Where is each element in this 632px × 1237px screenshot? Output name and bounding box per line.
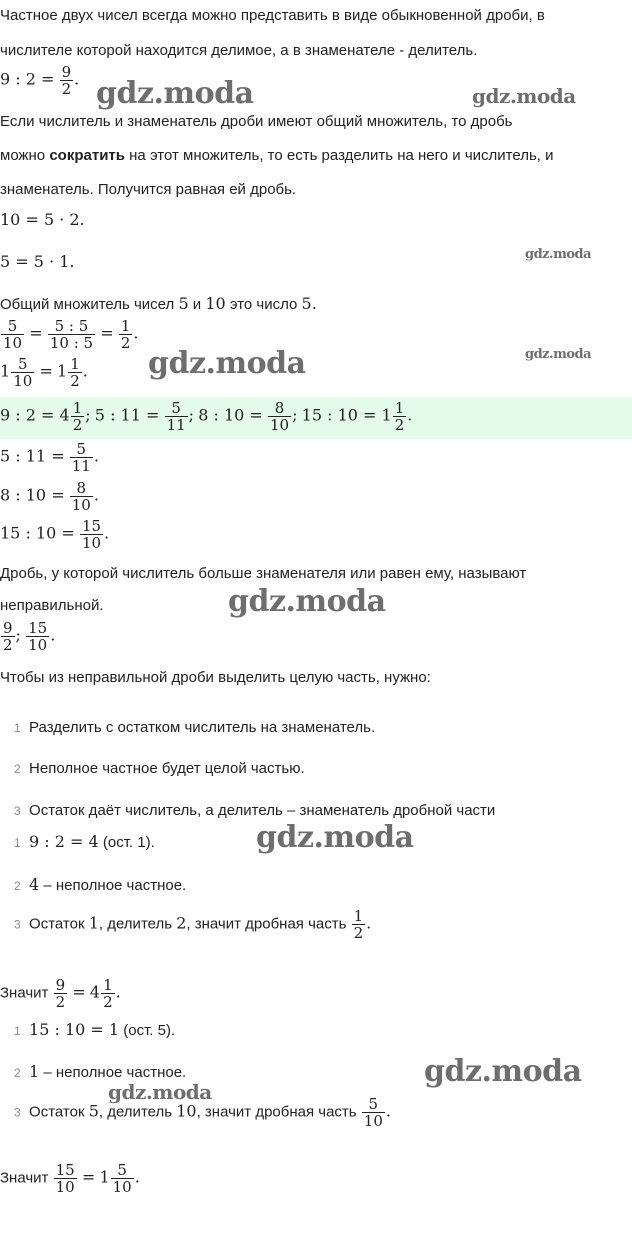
watermark: gdz.moda: [148, 346, 306, 381]
paragraph-2-line-2: можно сократить на этот множитель, то есть разделить на него и числитель, и: [0, 147, 554, 164]
bold-term: сократить: [49, 147, 125, 164]
mixed-reduction-equation: 1 $\frac{5}{10}$ = 1 $\frac{1}{2}$ .: [0, 355, 88, 390]
equation-5: 5 = 5 · 1.: [0, 252, 75, 271]
list-item: 1 9 : 2 = 4 (ост. 1).: [14, 832, 155, 851]
list-item: 2 Неполное частное будет целой частью.: [14, 760, 305, 777]
watermark: gdz.moda: [256, 820, 414, 855]
equation-15-div-10: 15 : 10 = $\frac{15}{10}$ .: [0, 517, 110, 552]
equation-9-div-2: 9 : 2 = $\frac{9}{2}$ .: [0, 63, 80, 98]
conclusion-2: Значит $\frac{15}{10}$ = 1 $\frac{5}{10}$ .: [0, 1161, 140, 1196]
reduction-equation: $\frac{5}{10}$ = $\frac{5 : 5}{10 : 5}$ = $\frac{1}{2}$ .: [3, 317, 139, 352]
list-item: 1 Разделить с остатком числитель на знаменатель.: [14, 719, 376, 736]
paragraph-2-line-3: знаменатель. Получится равная ей дробь.: [0, 181, 297, 198]
equation-5-div-11: 5 : 11 = $\frac{5}{11}$ .: [0, 440, 99, 475]
paragraph-3: Общий множитель чисел 5 и 10 это число 5.: [0, 294, 317, 313]
improper-fractions: $\frac{9}{2}$ ; $\frac{15}{10}$ .: [3, 619, 56, 654]
paragraph-4-line-2: неправильной.: [0, 597, 104, 614]
list-item: 3 Остаток даёт числитель, а делитель – знаменатель дробной части: [14, 802, 496, 819]
answer-row: 9 : 2 = 4 $\frac{1}{2}$ ; 5 : 11 = $\frac{5}{11}$ ; 8 : 10 = $\frac{8}{10}$ ; 15 : 10 = 1 $\frac{1}{2}$ .: [0, 399, 413, 434]
paragraph-1-line-2: числителе которой находится делимое, а в знаменателе - делитель.: [0, 42, 478, 59]
watermark: gdz.moda: [424, 1054, 582, 1089]
paragraph-4-line-1: Дробь, у которой числитель больше знаменателя или равен ему, называют: [0, 565, 527, 582]
watermark: gdz.moda: [472, 84, 576, 108]
paragraph-1-line-1: Частное двух чисел всегда можно представить в виде обыкновенной дроби, в: [0, 7, 545, 24]
list-item: 2 4 – неполное частное.: [14, 875, 187, 894]
watermark: gdz.moda: [525, 247, 592, 262]
equation-10: 10 = 5 · 2.: [0, 210, 85, 229]
list-item: 3 Остаток 1, делитель 2, значит дробная часть $\frac{1}{2}$ .: [14, 907, 372, 942]
list-item: 3 Остаток 5, делитель 10, значит дробная часть $\frac{5}{10}$ .: [14, 1095, 391, 1130]
fraction: $\frac{9}{2}$: [61, 63, 72, 98]
list-item: 1 15 : 10 = 1 (ост. 5).: [14, 1020, 176, 1039]
conclusion-1: Значит $\frac{9}{2}$ = 4 $\frac{1}{2}$ .: [0, 976, 121, 1011]
paragraph-2-line-1: Если числитель и знаменатель дроби имеют общий множитель, то дробь: [0, 113, 513, 130]
list-item: 2 1 – неполное частное.: [14, 1062, 187, 1081]
watermark: gdz.moda: [228, 584, 386, 619]
paragraph-5: Чтобы из неправильной дроби выделить целую часть, нужно:: [0, 669, 431, 686]
watermark: gdz.moda: [525, 347, 592, 362]
watermark: gdz.moda: [96, 76, 254, 111]
equation-8-div-10: 8 : 10 = $\frac{8}{10}$ .: [0, 479, 99, 514]
watermark: gdz.moda: [108, 1080, 212, 1104]
